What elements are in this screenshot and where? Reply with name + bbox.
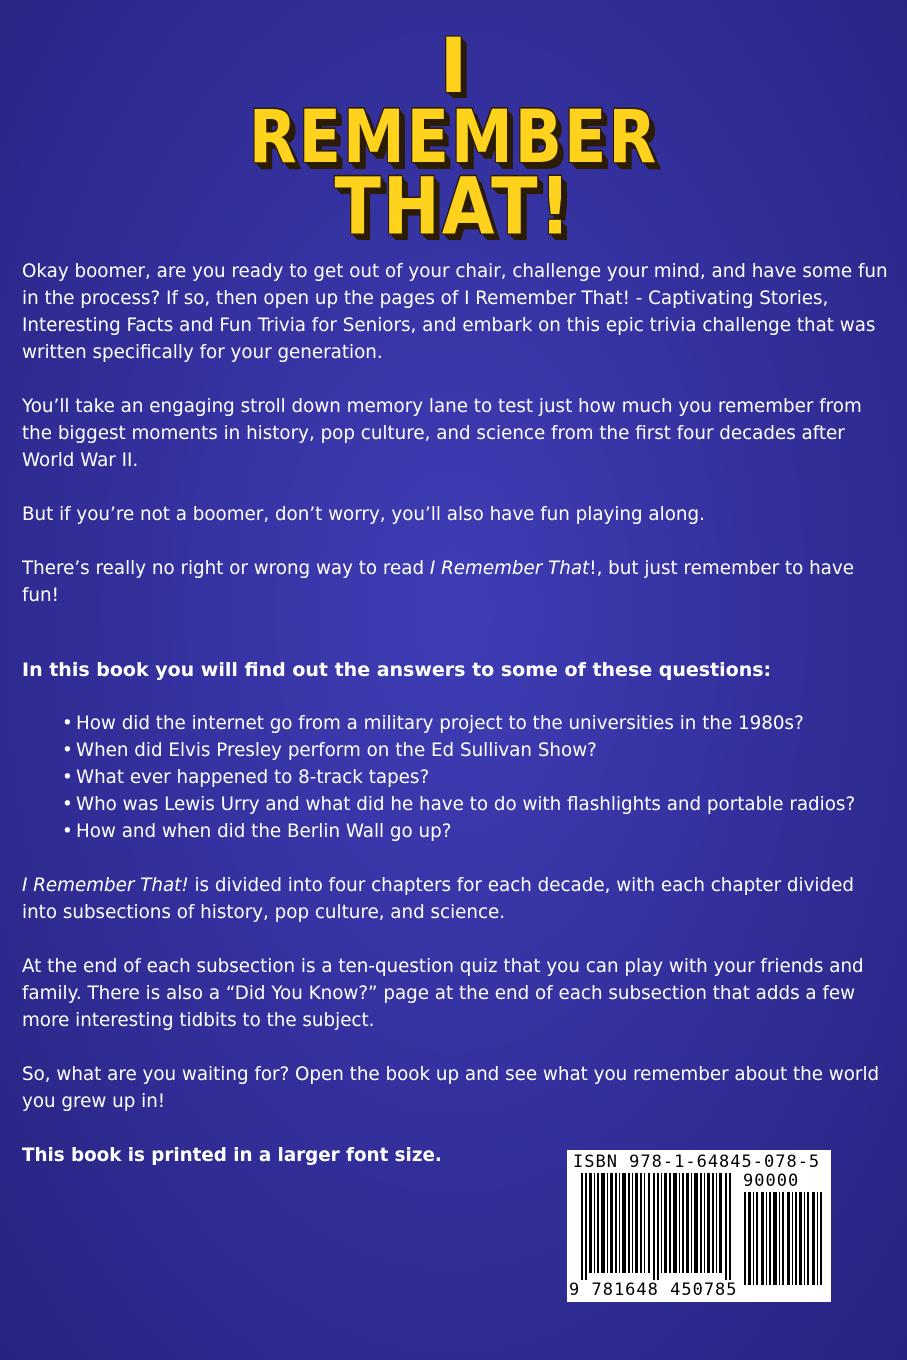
chapters-paragraph xyxy=(22,872,892,926)
title-line-2: REMEMBER xyxy=(248,93,659,180)
book-title-italic: I Remember That xyxy=(429,558,590,579)
closing-paragraph: So, what are you waiting for? Open the book up and see what you remember about the world you grew up in! xyxy=(22,1064,880,1112)
questions-list xyxy=(22,710,892,845)
question-item: • Who was Lewis Urry and what did he have to do with flashlights and portable radios? xyxy=(62,791,892,818)
questions-heading: In this book you will find out the answers to some of these questions: xyxy=(22,659,772,681)
large-font-note: This book is printed in a larger font size. xyxy=(22,1145,442,1166)
question-item: • What ever happened to 8-track tapes? xyxy=(62,764,892,791)
question-item: • How and when did the Berlin Wall go up? xyxy=(62,818,892,845)
question-item: • When did Elvis Presley perform on the Ed Sullivan Show? xyxy=(62,737,892,764)
chapters-text: is divided into four chapters for each decade, with each chapter divided into subsections of history, pop culture, and science. xyxy=(22,875,854,923)
how-to-read-paragraph xyxy=(22,555,892,609)
not-boomer-paragraph: But if you’re not a boomer, don’t worry, you’ll also have fun playing along. xyxy=(22,504,705,525)
quiz-paragraph: At the end of each subsection is a ten-question quiz that you can play with your friends and family. There is also a “Did You Know?” page at the end of each subsection that adds a few more interesting tidbits to the subject. xyxy=(22,956,864,1031)
intro-paragraph: Okay boomer, are you ready to get out of your chair, challenge your mind, and have some fun in the process? If so, then open up the pages of I Remember That! - Captivating Stories, Interesting Facts and Fun Trivia for Seniors, and embark on this epic trivia challenge that was written specifically for your generation. xyxy=(22,261,888,363)
barcode-bars-addon xyxy=(744,1192,824,1285)
barcode-digits: 9 781648 450785 xyxy=(569,1280,738,1300)
price-code: 90000 xyxy=(743,1171,800,1191)
book-title-italic: I Remember That! xyxy=(22,875,189,896)
title-line-1: I xyxy=(439,21,468,110)
how-to-read-text-b: !, but just remember to have fun! xyxy=(22,558,854,606)
barcode-bars-main xyxy=(581,1173,733,1285)
memory-lane-paragraph: You’ll take an engaging stroll down memory lane to test just how much you remember from the biggest moments in history, pop culture, and science from the first four decades after World War II. xyxy=(22,396,862,471)
isbn-barcode xyxy=(567,1150,831,1302)
question-item: • How did the internet go from a military project to the universities in the 1980s? xyxy=(62,710,892,737)
book-title xyxy=(0,21,907,253)
back-cover-copy xyxy=(22,258,892,1196)
isbn-number: ISBN 978-1-64845-078-5 xyxy=(573,1152,821,1172)
how-to-read-text-a: There’s really no right or wrong way to read xyxy=(22,558,430,579)
title-line-3: THAT! xyxy=(334,162,573,253)
